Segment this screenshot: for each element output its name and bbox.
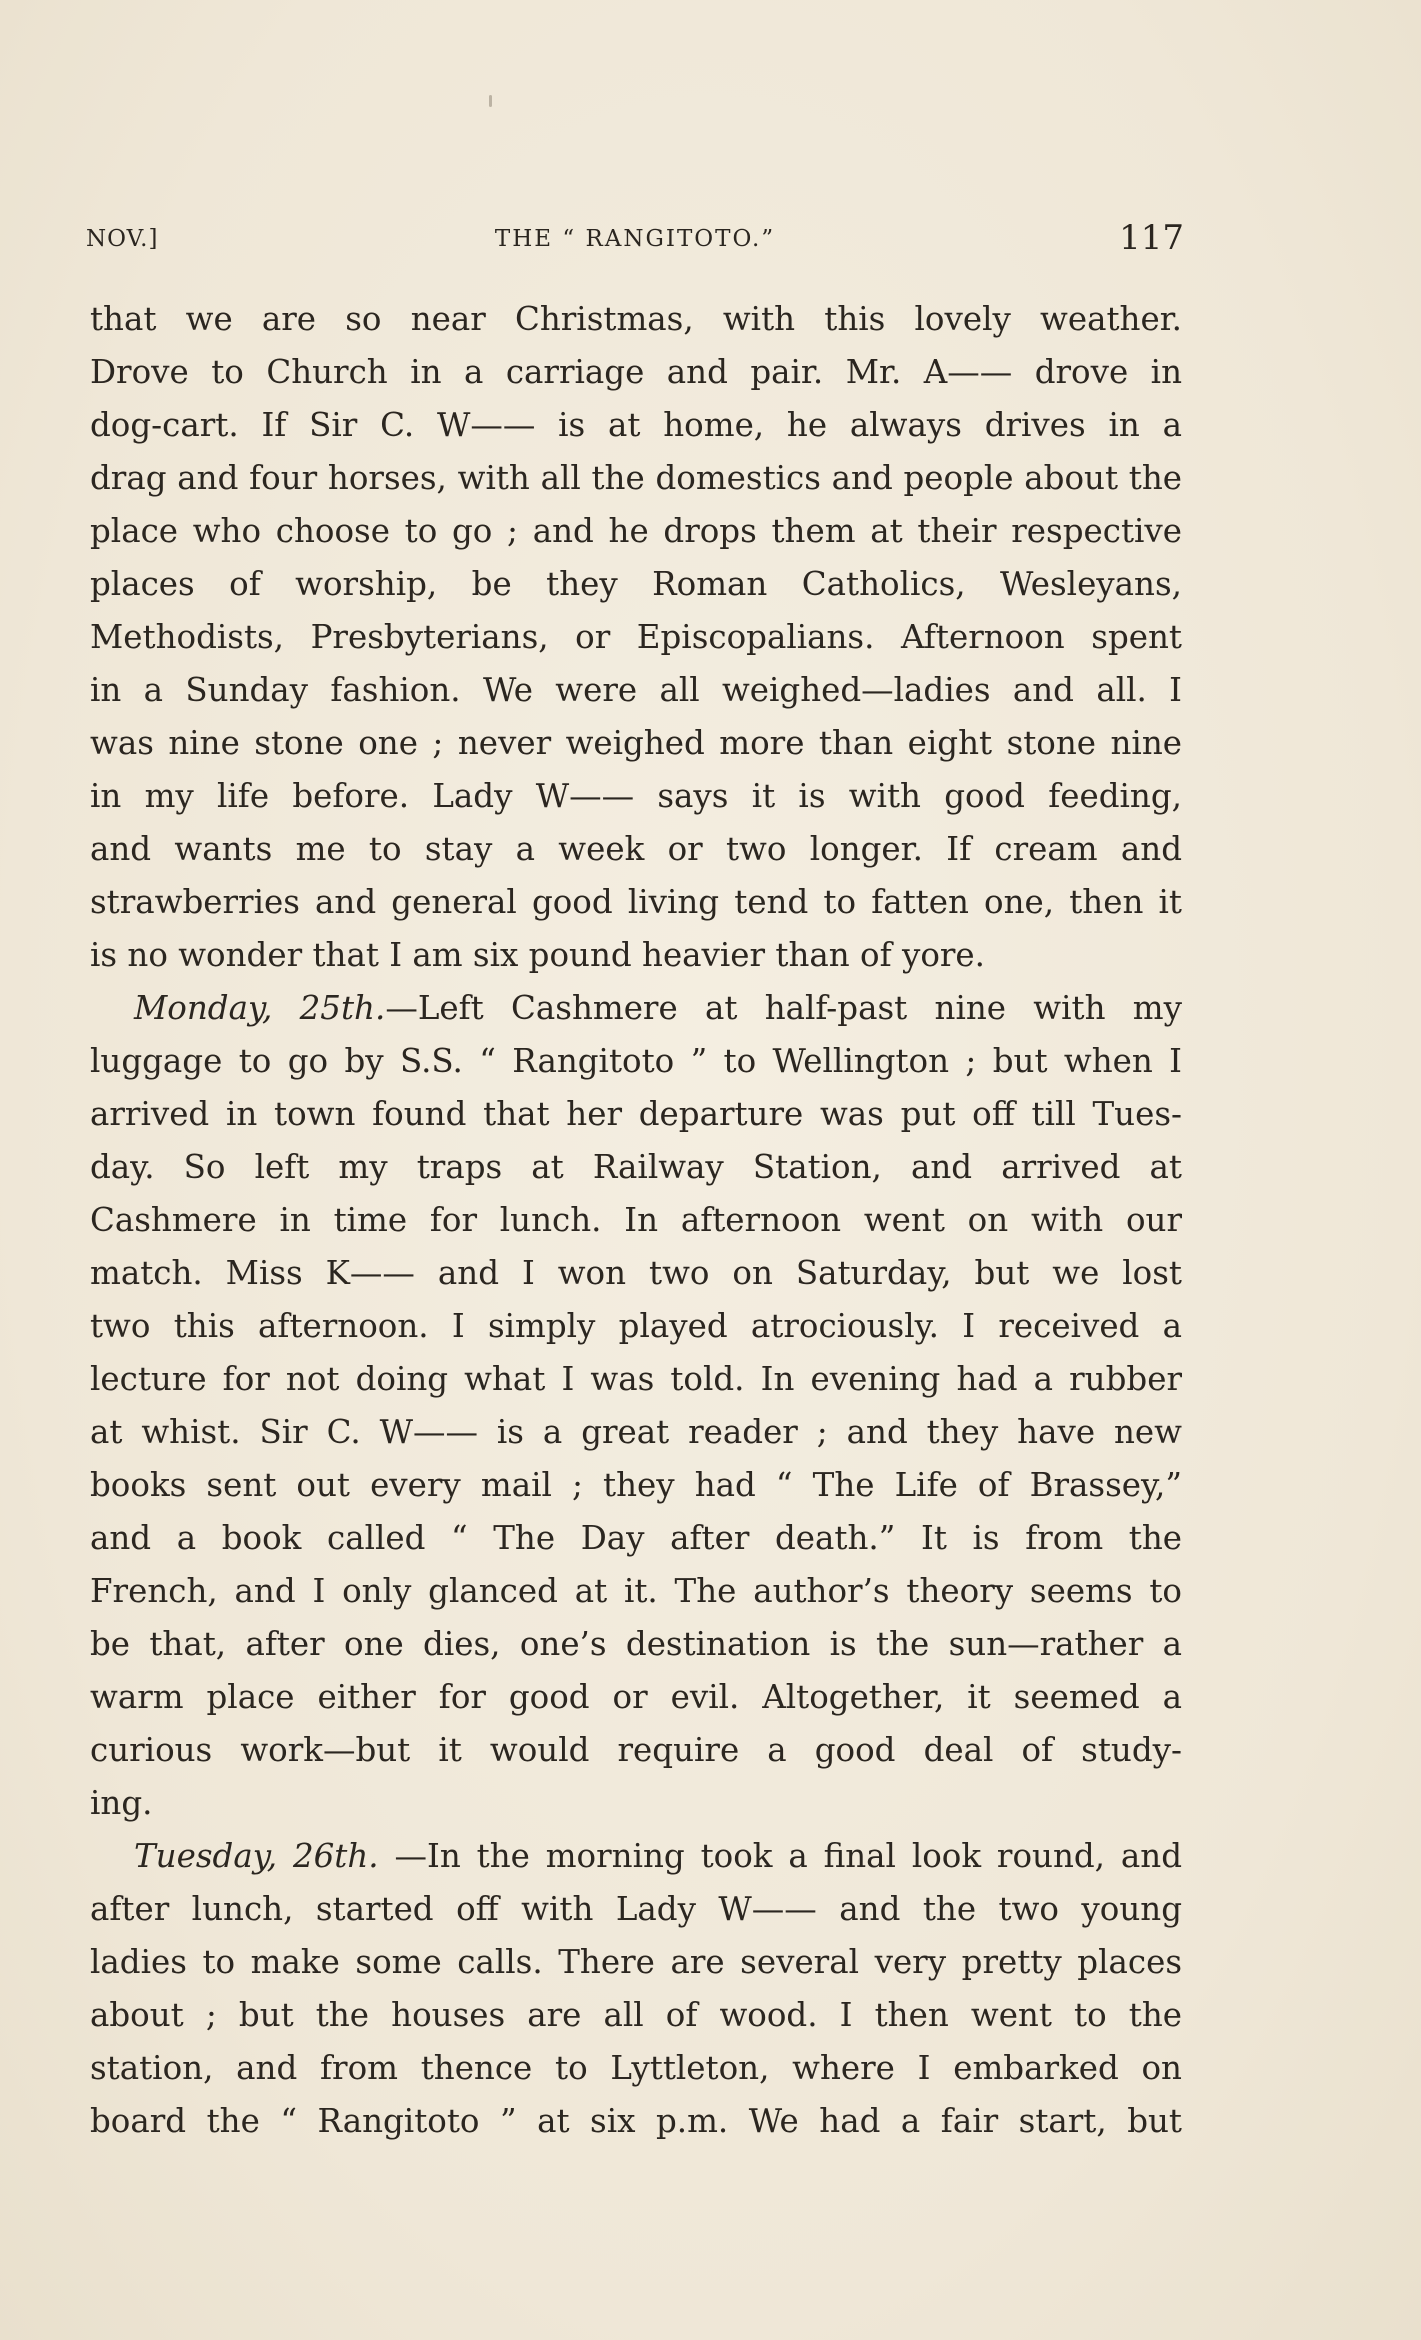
entry-line-monday: [90, 982, 1182, 1035]
text-line: Methodists, Presbyterians, or Episcopalians. Afternoon spent: [90, 618, 1182, 656]
text-line: arrived in town found that her departure was put off till Tues-: [90, 1095, 1182, 1133]
text-line: ing.: [90, 1784, 153, 1822]
entry-date-monday: Monday, 25th.: [134, 989, 386, 1027]
text-line: after lunch, started off with Lady W—— and the two young: [90, 1890, 1182, 1928]
text-line: board the “ Rangitoto ” at six p.m. We had a fair start, but: [90, 2102, 1182, 2140]
text-line: in a Sunday fashion. We were all weighed—ladies and all. I: [90, 671, 1182, 709]
text-line: was nine stone one ; never weighed more than eight stone nine: [90, 724, 1182, 762]
text-line: books sent out every mail ; they had “ The Life of Brassey,”: [90, 1466, 1182, 1504]
text-line: Drove to Church in a carriage and pair. Mr. A—— drove in: [90, 353, 1182, 391]
text-line: station, and from thence to Lyttleton, where I embarked on: [90, 2049, 1182, 2087]
body-text: [90, 293, 1182, 2148]
text-line: French, and I only glanced at it. The author’s theory seems to: [90, 1572, 1182, 1610]
text-line: about ; but the houses are all of wood. I then went to the: [90, 1996, 1182, 2034]
text-line: day. So left my traps at Railway Station, and arrived at: [90, 1148, 1182, 1186]
text-line: places of worship, be they Roman Catholics, Wesleyans,: [90, 565, 1182, 603]
text-line: and a book called “ The Day after death.” It is from the: [90, 1519, 1182, 1557]
entry-text-tuesday: —In the morning took a final look round, and: [378, 1837, 1182, 1875]
text-line: strawberries and general good living tend to fatten one, then it: [90, 883, 1182, 921]
text-line: warm place either for good or evil. Altogether, it seemed a: [90, 1678, 1182, 1716]
text-line: place who choose to go ; and he drops them at their respective: [90, 512, 1182, 550]
text-line: lecture for not doing what I was told. In evening had a rubber: [90, 1360, 1182, 1398]
text-line: be that, after one dies, one’s destination is the sun—rather a: [90, 1625, 1182, 1663]
entry-text-monday: —Left Cashmere at half-past nine with my: [385, 989, 1182, 1027]
running-head: [86, 218, 1184, 262]
text-line: and wants me to stay a week or two longer. If cream and: [90, 830, 1182, 868]
text-line: at whist. Sir C. W—— is a great reader ; and they have new: [90, 1413, 1182, 1451]
running-head-title: THE “ RANGITOTO.”: [494, 226, 776, 252]
entry-date-tuesday: Tuesday, 26th.: [134, 1837, 379, 1875]
text-line: two this afternoon. I simply played atrociously. I received a: [90, 1307, 1182, 1345]
text-line: Cashmere in time for lunch. In afternoon went on with our: [90, 1201, 1182, 1239]
text-line: is no wonder that I am six pound heavier than of yore.: [90, 936, 985, 974]
text-line: drag and four horses, with all the domestics and people about the: [90, 459, 1182, 497]
text-line: that we are so near Christmas, with this lovely weather.: [90, 300, 1182, 338]
text-line: ladies to make some calls. There are several very pretty places: [90, 1943, 1182, 1981]
page-number: 117: [1119, 218, 1184, 258]
ink-speck: [489, 95, 492, 107]
text-line: curious work—but it would require a good deal of study-: [90, 1731, 1182, 1769]
text-line: in my life before. Lady W—— says it is with good feeding,: [90, 777, 1182, 815]
entry-line-tuesday: [90, 1830, 1182, 1883]
text-line: match. Miss K—— and I won two on Saturday, but we lost: [90, 1254, 1182, 1292]
text-line: dog-cart. If Sir C. W—— is at home, he always drives in a: [90, 406, 1182, 444]
text-line: luggage to go by S.S. “ Rangitoto ” to Wellington ; but when I: [90, 1042, 1182, 1080]
running-head-left: NOV.]: [86, 226, 159, 252]
